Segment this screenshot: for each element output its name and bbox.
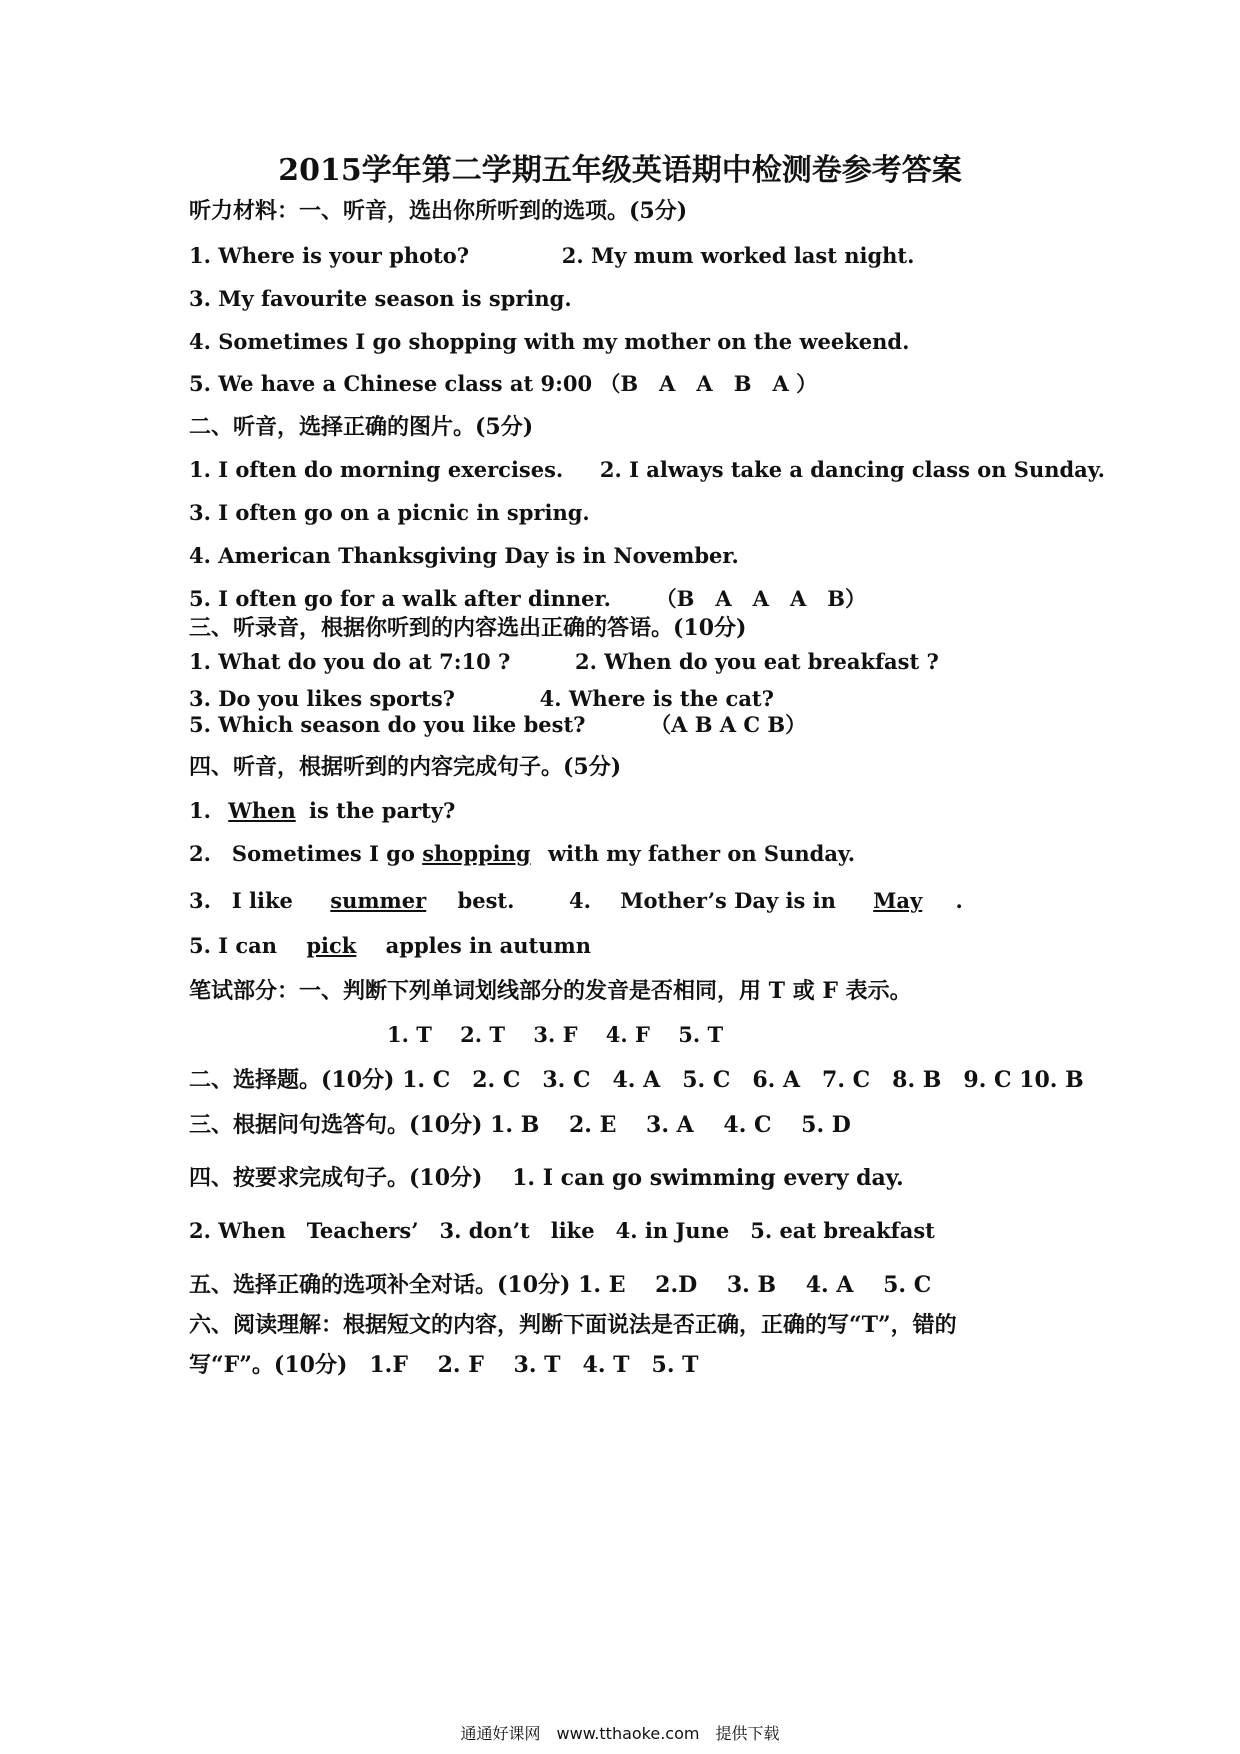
listening-1-line-5 (189, 373, 817, 394)
fill-in-5-answer: pick (306, 933, 357, 958)
page-title: 2015学年第二学期五年级英语期中检测卷参考答案 (278, 153, 962, 188)
fill-in-2-text-after: with my father on Sunday. (547, 841, 856, 866)
footer-source: 通通好课网 www.tthaoke.com 提供下载 (460, 1724, 780, 1743)
written-section-5: 五、选择正确的选项补全对话。(10分) 1. E 2.D 3. B 4. A 5. C (189, 1272, 932, 1298)
fill-in-3-4 (189, 890, 963, 911)
listening-2-item-3: 3. I often go on a picnic in spring. (189, 500, 590, 525)
fill-in-2-text-before: 2. Sometimes I go (189, 841, 415, 866)
listening-2-line-1 (189, 459, 1105, 480)
fill-in-2 (189, 843, 855, 864)
listening-2-item-5: 5. I often go for a walk after dinner. (189, 586, 611, 611)
listening-1-item-5: 5. We have a Chinese class at 9:00 (189, 371, 593, 396)
listening-section-4-header: 四、听音，根据听到的内容完成句子。(5分) (189, 754, 622, 780)
fill-in-5-text-before: 5. I can (189, 933, 278, 958)
fill-in-3-text-before: 3. I like (189, 888, 293, 913)
listening-1-answers: （B A A B A ） (599, 371, 818, 396)
listening-3-answers: （A B A C B） (650, 712, 807, 737)
listening-section-2-header: 二、听音，选择正确的图片。(5分) (189, 414, 534, 440)
fill-in-3-text-after: best. (457, 888, 515, 913)
written-section-3: 三、根据问句选答句。(10分) 1. B 2. E 3. A 4. C 5. D (189, 1112, 851, 1138)
fill-in-5 (189, 935, 591, 956)
fill-in-3-answer: summer (330, 888, 427, 913)
written-section-1-answers: 1. T 2. T 3. F 4. F 5. T (387, 1022, 724, 1047)
written-section-6-line-1: 六、阅读理解：根据短文的内容，判断下面说法是否正确，正确的写“T”，错的 (189, 1312, 957, 1338)
fill-in-1-text: is the party? (309, 798, 456, 823)
listening-3-item-1: 1. What do you do at 7:10 ? (189, 649, 511, 674)
written-section-4-line-1: 四、按要求完成句子。(10分) 1. I can go swimming every day. (189, 1165, 904, 1191)
listening-1-item-3: 3. My favourite season is spring. (189, 286, 572, 311)
listening-3-line-1 (189, 651, 939, 672)
written-section-2: 二、选择题。(10分) 1. C 2. C 3. C 4. A 5. C 6. A 7. C 8. B 9. C 10. B (189, 1067, 1084, 1093)
listening-1-line-1 (189, 245, 914, 266)
listening-1-item-4: 4. Sometimes I go shopping with my mother on the weekend. (189, 329, 910, 354)
listening-2-item-4: 4. American Thanksgiving Day is in November. (189, 543, 739, 568)
listening-section-1-header: 听力材料：一、听音，选出你所听到的选项。(5分) (189, 198, 688, 224)
fill-in-2-answer: shopping (422, 841, 531, 866)
fill-in-1 (189, 800, 455, 821)
listening-3-item-3: 3. Do you likes sports? (189, 686, 455, 711)
fill-in-4-text-after: . (955, 888, 963, 913)
listening-section-3-header: 三、听录音，根据你听到的内容选出正确的答语。(10分) (189, 615, 747, 641)
fill-in-1-number: 1. (189, 798, 211, 823)
fill-in-4-answer: May (873, 888, 923, 913)
listening-3-item-5: 5. Which season do you like best? (189, 712, 586, 737)
listening-1-item-1: 1. Where is your photo? (189, 243, 470, 268)
listening-2-item-1: 1. I often do morning exercises. (189, 457, 564, 482)
listening-2-answers: （B A A A B） (655, 586, 867, 611)
written-section-4-line-2: 2. When Teachers’ 3. don’t like 4. in June 5. eat breakfast (189, 1218, 935, 1243)
listening-1-item-2: 2. My mum worked last night. (561, 243, 915, 268)
written-section-6-line-2: 写“F”。(10分) 1.F 2. F 3. T 4. T 5. T (189, 1352, 699, 1378)
listening-3-item-4: 4. Where is the cat? (539, 686, 774, 711)
fill-in-1-answer: When (228, 798, 296, 823)
fill-in-5-text-after: apples in autumn (385, 933, 591, 958)
fill-in-4-text-before: Mother’s Day is in (620, 888, 836, 913)
fill-in-4-number: 4. (569, 888, 591, 913)
listening-2-line-5 (189, 588, 866, 609)
listening-3-line-5 (189, 714, 806, 735)
written-section-1-header: 笔试部分：一、判断下列单词划线部分的发音是否相同，用 T 或 F 表示。 (189, 978, 912, 1004)
listening-3-line-3 (189, 688, 774, 709)
listening-3-item-2: 2. When do you eat breakfast ? (574, 649, 939, 674)
listening-2-item-2: 2. I always take a dancing class on Sunday. (599, 457, 1105, 482)
